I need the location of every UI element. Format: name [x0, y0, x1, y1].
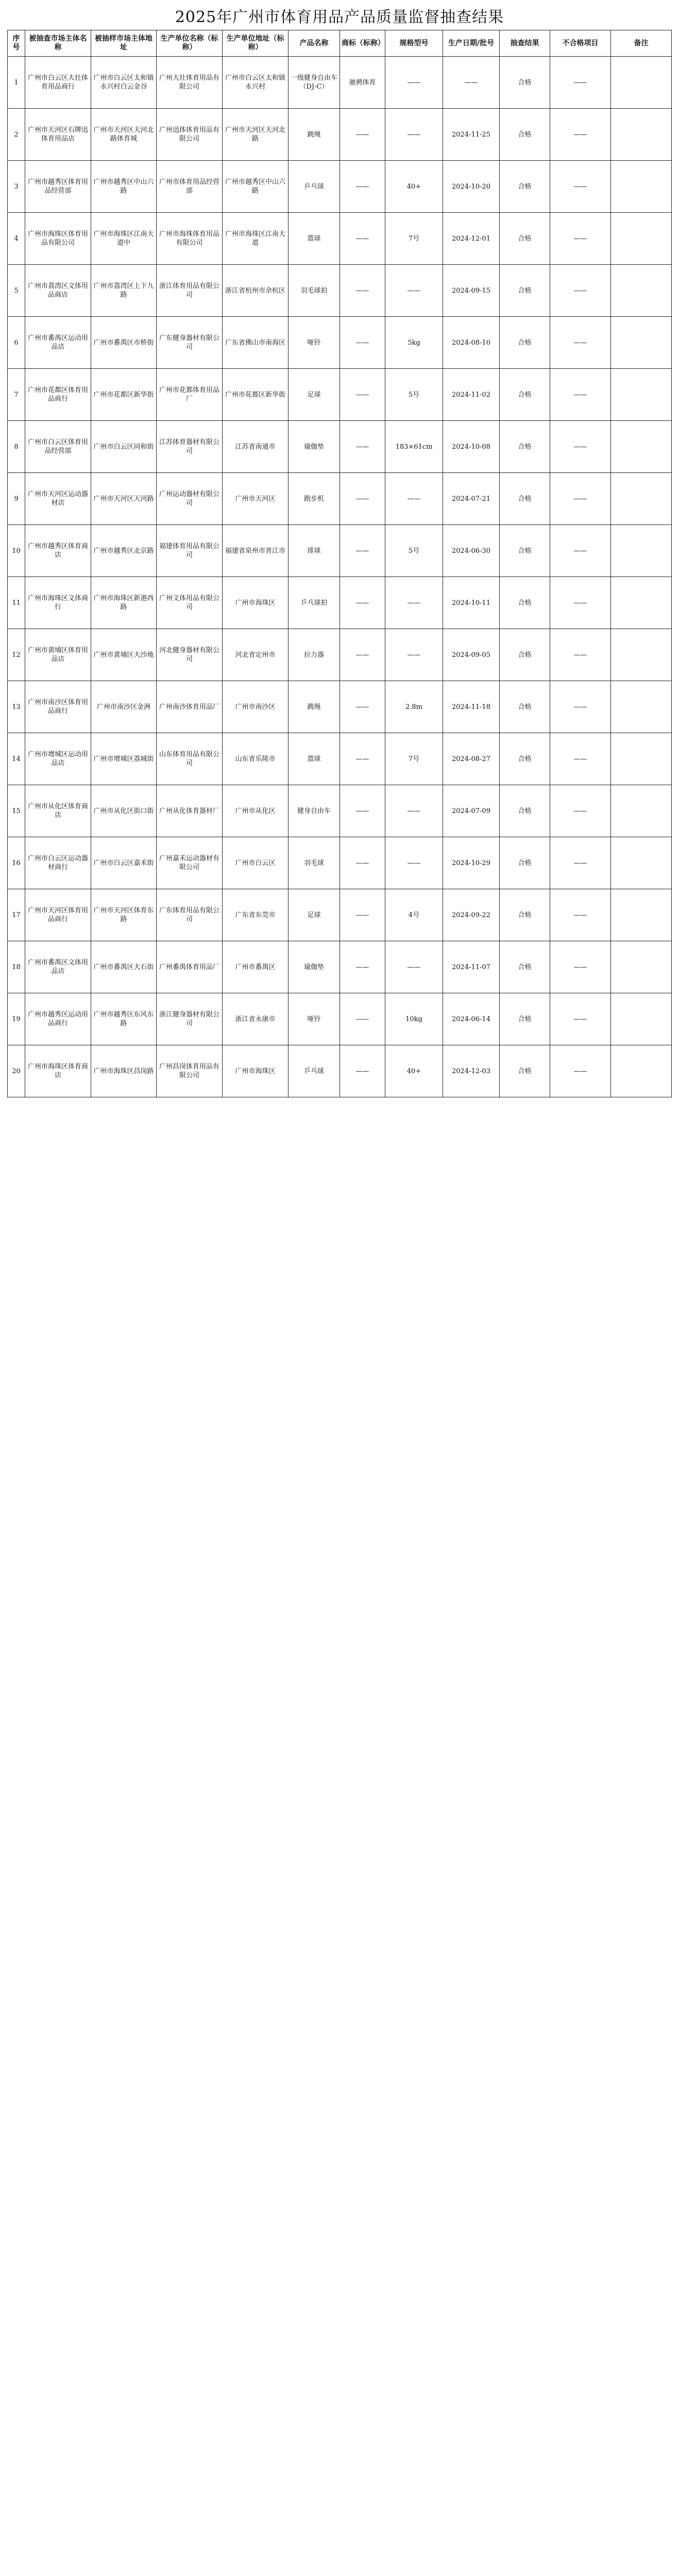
header-cell: 产品名称: [288, 30, 340, 57]
remark: [611, 577, 672, 629]
brand: ——: [340, 265, 385, 317]
row-number: 6: [8, 317, 25, 369]
product-name: 哑铃: [288, 993, 340, 1045]
check-result: 合格: [500, 993, 550, 1045]
check-result: 合格: [500, 369, 550, 421]
seller-name: 广州市海珠区文体商行: [25, 577, 91, 629]
row-number: 8: [8, 421, 25, 473]
seller-name: 广州市海珠区体育商店: [25, 1045, 91, 1097]
failed-items: ——: [550, 317, 611, 369]
remark: [611, 109, 672, 161]
production-date: 2024-12-03: [443, 1045, 500, 1097]
remark: [611, 265, 672, 317]
row-number: 20: [8, 1045, 25, 1097]
table-row: [8, 161, 672, 213]
check-result: 合格: [500, 317, 550, 369]
failed-items: ——: [550, 993, 611, 1045]
maker-name: 广州嘉禾运动器材有限公司: [157, 837, 223, 889]
seller-address: 广州市从化区街口街: [91, 785, 157, 837]
production-date: 2024-10-08: [443, 421, 500, 473]
production-date: 2024-09-05: [443, 629, 500, 681]
failed-items: ——: [550, 421, 611, 473]
seller-name: 广州市荔湾区文体用品商店: [25, 265, 91, 317]
brand: 驰骋体育: [340, 57, 385, 109]
table-body: [8, 57, 672, 1097]
maker-address: 广州市天河区: [223, 473, 288, 525]
header-cell: 被抽查市场主体名称: [25, 30, 91, 57]
maker-address: 山东省乐陵市: [223, 733, 288, 785]
table-row: [8, 317, 672, 369]
product-name: 乒乓球: [288, 1045, 340, 1097]
row-number: 2: [8, 109, 25, 161]
brand: ——: [340, 941, 385, 993]
production-date: ——: [443, 57, 500, 109]
maker-name: 广州市海珠体育用品有限公司: [157, 213, 223, 265]
table-row: [8, 785, 672, 837]
header-cell: 备注: [611, 30, 672, 57]
product-name: 足球: [288, 369, 340, 421]
header-cell: 生产日期/批号: [443, 30, 500, 57]
row-number: 7: [8, 369, 25, 421]
remark: [611, 941, 672, 993]
production-date: 2024-10-11: [443, 577, 500, 629]
maker-name: 福建体育用品有限公司: [157, 525, 223, 577]
product-name: 篮球: [288, 213, 340, 265]
check-result: 合格: [500, 161, 550, 213]
check-result: 合格: [500, 525, 550, 577]
row-number: 15: [8, 785, 25, 837]
maker-address: 广州市白云区太和镇永兴村: [223, 57, 288, 109]
remark: [611, 1045, 672, 1097]
production-date: 2024-09-15: [443, 265, 500, 317]
seller-address: 广州市南沙区金洲: [91, 681, 157, 733]
product-name: 拉力器: [288, 629, 340, 681]
seller-address: 广州市黄埔区大沙地: [91, 629, 157, 681]
remark: [611, 785, 672, 837]
spec: 7号: [385, 213, 443, 265]
table-row: [8, 369, 672, 421]
production-date: 2024-10-29: [443, 837, 500, 889]
failed-items: ——: [550, 733, 611, 785]
spec: ——: [385, 785, 443, 837]
page-title: 2025年广州市体育用品产品质量监督抽查结果: [175, 8, 504, 26]
maker-address: 广州市花都区新华街: [223, 369, 288, 421]
maker-address: 浙江省永康市: [223, 993, 288, 1045]
failed-items: ——: [550, 369, 611, 421]
table-row: [8, 473, 672, 525]
table-row: [8, 265, 672, 317]
seller-name: 广州市番禺区文体用品店: [25, 941, 91, 993]
table-row: [8, 213, 672, 265]
product-name: 瑜伽垫: [288, 421, 340, 473]
row-number: 1: [8, 57, 25, 109]
table-row: [8, 421, 672, 473]
failed-items: ——: [550, 941, 611, 993]
maker-name: 浙江体育用品有限公司: [157, 265, 223, 317]
failed-items: ——: [550, 265, 611, 317]
brand: ——: [340, 525, 385, 577]
row-number: 16: [8, 837, 25, 889]
failed-items: ——: [550, 161, 611, 213]
seller-name: 广州市越秀区体育用品经营部: [25, 161, 91, 213]
spec: 183×61cm: [385, 421, 443, 473]
brand: ——: [340, 577, 385, 629]
production-date: 2024-11-02: [443, 369, 500, 421]
seller-name: 广州市天河区运动器材店: [25, 473, 91, 525]
spec: 5kg: [385, 317, 443, 369]
maker-address: 河北省定州市: [223, 629, 288, 681]
row-number: 13: [8, 681, 25, 733]
check-result: 合格: [500, 421, 550, 473]
results-table: [7, 30, 672, 1097]
remark: [611, 161, 672, 213]
production-date: 2024-11-25: [443, 109, 500, 161]
seller-name: 广州市越秀区运动用品商行: [25, 993, 91, 1045]
header-cell: 商标（标称）: [340, 30, 385, 57]
seller-name: 广州市天河区石牌迅体育用品店: [25, 109, 91, 161]
maker-address: 广州市海珠区江南大道: [223, 213, 288, 265]
check-result: 合格: [500, 109, 550, 161]
row-number: 3: [8, 161, 25, 213]
product-name: 哑铃: [288, 317, 340, 369]
seller-address: 广州市天河区体育东路: [91, 889, 157, 941]
check-result: 合格: [500, 681, 550, 733]
spec: 7号: [385, 733, 443, 785]
maker-name: 广州大壮体育用品有限公司: [157, 57, 223, 109]
failed-items: ——: [550, 889, 611, 941]
header-cell: 被抽样市场主体地址: [91, 30, 157, 57]
failed-items: ——: [550, 57, 611, 109]
remark: [611, 421, 672, 473]
table-row: [8, 889, 672, 941]
brand: ——: [340, 109, 385, 161]
remark: [611, 213, 672, 265]
brand: ——: [340, 213, 385, 265]
brand: ——: [340, 317, 385, 369]
table-row: [8, 733, 672, 785]
table-row: [8, 577, 672, 629]
seller-address: 广州市白云区太和镇永兴村白云金谷: [91, 57, 157, 109]
seller-address: 广州市番禺区市桥街: [91, 317, 157, 369]
remark: [611, 629, 672, 681]
check-result: 合格: [500, 733, 550, 785]
production-date: 2024-06-30: [443, 525, 500, 577]
production-date: 2024-07-09: [443, 785, 500, 837]
maker-address: 广州市南沙区: [223, 681, 288, 733]
seller-address: 广州市天河区天河北路体育城: [91, 109, 157, 161]
seller-name: 广州市增城区运动用品店: [25, 733, 91, 785]
seller-address: 广州市越秀区东风东路: [91, 993, 157, 1045]
table-row: [8, 525, 672, 577]
product-name: 跳绳: [288, 681, 340, 733]
seller-name: 广州市从化区体育商店: [25, 785, 91, 837]
page: [7, 0, 672, 1104]
maker-name: 广州迅体体育用品有限公司: [157, 109, 223, 161]
production-date: 2024-08-27: [443, 733, 500, 785]
product-name: 足球: [288, 889, 340, 941]
spec: ——: [385, 109, 443, 161]
spec: 40+: [385, 161, 443, 213]
seller-address: 广州市海珠区昌岗路: [91, 1045, 157, 1097]
seller-address: 广州市越秀区北京路: [91, 525, 157, 577]
check-result: 合格: [500, 629, 550, 681]
row-number: 12: [8, 629, 25, 681]
product-name: 篮球: [288, 733, 340, 785]
seller-address: 广州市番禺区大石街: [91, 941, 157, 993]
production-date: 2024-11-18: [443, 681, 500, 733]
seller-name: 广州市黄埔区体育用品店: [25, 629, 91, 681]
header-cell: 不合格项目: [550, 30, 611, 57]
product-name: 健身自由车: [288, 785, 340, 837]
product-name: 一级健身自由车（DJ-C）: [288, 57, 340, 109]
brand: ——: [340, 629, 385, 681]
spec: 2.8m: [385, 681, 443, 733]
check-result: 合格: [500, 837, 550, 889]
seller-name: 广州市白云区体育用品经营部: [25, 421, 91, 473]
row-number: 4: [8, 213, 25, 265]
check-result: 合格: [500, 889, 550, 941]
check-result: 合格: [500, 473, 550, 525]
remark: [611, 837, 672, 889]
maker-name: 广州文体用品有限公司: [157, 577, 223, 629]
spec: 4号: [385, 889, 443, 941]
product-name: 瑜伽垫: [288, 941, 340, 993]
product-name: 乒乓球拍: [288, 577, 340, 629]
row-number: 17: [8, 889, 25, 941]
remark: [611, 473, 672, 525]
row-number: 18: [8, 941, 25, 993]
header-cell: 序号: [8, 30, 25, 57]
spec: ——: [385, 265, 443, 317]
row-number: 10: [8, 525, 25, 577]
production-date: 2024-08-10: [443, 317, 500, 369]
row-number: 11: [8, 577, 25, 629]
failed-items: ——: [550, 213, 611, 265]
remark: [611, 681, 672, 733]
maker-address: 广东省东莞市: [223, 889, 288, 941]
remark: [611, 889, 672, 941]
maker-name: 广州从化体育器材厂: [157, 785, 223, 837]
maker-address: 浙江省杭州市余杭区: [223, 265, 288, 317]
brand: ——: [340, 1045, 385, 1097]
seller-address: 广州市海珠区江南大道中: [91, 213, 157, 265]
maker-address: 广东省佛山市南海区: [223, 317, 288, 369]
maker-address: 广州市从化区: [223, 785, 288, 837]
maker-name: 广州市体育用品经营部: [157, 161, 223, 213]
maker-address: 广州市海珠区: [223, 577, 288, 629]
remark: [611, 733, 672, 785]
maker-name: 浙江健身器材有限公司: [157, 993, 223, 1045]
row-number: 5: [8, 265, 25, 317]
maker-name: 河北健身器材有限公司: [157, 629, 223, 681]
check-result: 合格: [500, 213, 550, 265]
brand: ——: [340, 733, 385, 785]
row-number: 19: [8, 993, 25, 1045]
maker-name: 广东健身器材有限公司: [157, 317, 223, 369]
failed-items: ——: [550, 837, 611, 889]
maker-name: 广州昌岗体育用品有限公司: [157, 1045, 223, 1097]
table-row: [8, 57, 672, 109]
seller-name: 广州市越秀区体育商店: [25, 525, 91, 577]
production-date: 2024-09-22: [443, 889, 500, 941]
spec: ——: [385, 941, 443, 993]
remark: [611, 317, 672, 369]
table-row: [8, 109, 672, 161]
seller-name: 广州市天河区体育用品商行: [25, 889, 91, 941]
maker-name: 广东体育用品有限公司: [157, 889, 223, 941]
header-cell: 生产单位地址（标称）: [223, 30, 288, 57]
maker-name: 江苏体育器材有限公司: [157, 421, 223, 473]
seller-address: 广州市白云区同和街: [91, 421, 157, 473]
header-cell: 规格型号: [385, 30, 443, 57]
spec: ——: [385, 57, 443, 109]
brand: ——: [340, 681, 385, 733]
product-name: 排球: [288, 525, 340, 577]
production-date: 2024-07-21: [443, 473, 500, 525]
brand: ——: [340, 889, 385, 941]
maker-address: 福建省泉州市晋江市: [223, 525, 288, 577]
seller-name: 广州市白云区大壮体育用品商行: [25, 57, 91, 109]
check-result: 合格: [500, 1045, 550, 1097]
remark: [611, 369, 672, 421]
brand: ——: [340, 369, 385, 421]
failed-items: ——: [550, 473, 611, 525]
maker-name: 广州番禺体育用品厂: [157, 941, 223, 993]
header-cell: 抽查结果: [500, 30, 550, 57]
maker-address: 广州市海珠区: [223, 1045, 288, 1097]
spec: ——: [385, 837, 443, 889]
production-date: 2024-12-01: [443, 213, 500, 265]
maker-name: 广州运动器材有限公司: [157, 473, 223, 525]
seller-name: 广州市南沙区体育用品商行: [25, 681, 91, 733]
check-result: 合格: [500, 785, 550, 837]
remark: [611, 525, 672, 577]
failed-items: ——: [550, 577, 611, 629]
table-row: [8, 837, 672, 889]
maker-address: 广州市天河区天河北路: [223, 109, 288, 161]
production-date: 2024-06-14: [443, 993, 500, 1045]
seller-address: 广州市荔湾区上下九路: [91, 265, 157, 317]
maker-address: 江苏省南通市: [223, 421, 288, 473]
spec: 5号: [385, 525, 443, 577]
failed-items: ——: [550, 1045, 611, 1097]
spec: ——: [385, 577, 443, 629]
check-result: 合格: [500, 941, 550, 993]
seller-address: 广州市增城区荔城街: [91, 733, 157, 785]
maker-name: 山东体育用品有限公司: [157, 733, 223, 785]
seller-name: 广州市白云区运动器材商行: [25, 837, 91, 889]
spec: 40+: [385, 1045, 443, 1097]
table-row: [8, 941, 672, 993]
maker-name: 广州市花都体育用品厂: [157, 369, 223, 421]
seller-name: 广州市花都区体育用品商行: [25, 369, 91, 421]
header-row: [8, 30, 672, 57]
production-date: 2024-10-20: [443, 161, 500, 213]
brand: ——: [340, 837, 385, 889]
seller-address: 广州市天河区天河路: [91, 473, 157, 525]
brand: ——: [340, 421, 385, 473]
brand: ——: [340, 473, 385, 525]
product-name: 跳绳: [288, 109, 340, 161]
spec: ——: [385, 473, 443, 525]
maker-address: 广州市白云区: [223, 837, 288, 889]
product-name: 跑步机: [288, 473, 340, 525]
table-row: [8, 993, 672, 1045]
check-result: 合格: [500, 577, 550, 629]
check-result: 合格: [500, 265, 550, 317]
maker-address: 广州市越秀区中山六路: [223, 161, 288, 213]
spec: 5号: [385, 369, 443, 421]
seller-address: 广州市花都区新华街: [91, 369, 157, 421]
table-row: [8, 1045, 672, 1097]
spec: ——: [385, 629, 443, 681]
failed-items: ——: [550, 629, 611, 681]
failed-items: ——: [550, 109, 611, 161]
production-date: 2024-11-07: [443, 941, 500, 993]
spec: 10kg: [385, 993, 443, 1045]
maker-address: 广州市番禺区: [223, 941, 288, 993]
remark: [611, 57, 672, 109]
failed-items: ——: [550, 785, 611, 837]
product-name: 羽毛球: [288, 837, 340, 889]
row-number: 9: [8, 473, 25, 525]
brand: ——: [340, 993, 385, 1045]
product-name: 乒乓球: [288, 161, 340, 213]
failed-items: ——: [550, 681, 611, 733]
seller-address: 广州市海珠区新港西路: [91, 577, 157, 629]
seller-name: 广州市番禺区运动用品店: [25, 317, 91, 369]
table-row: [8, 681, 672, 733]
header-cell: 生产单位名称（标称）: [157, 30, 223, 57]
row-number: 14: [8, 733, 25, 785]
brand: ——: [340, 161, 385, 213]
check-result: 合格: [500, 57, 550, 109]
seller-address: 广州市越秀区中山六路: [91, 161, 157, 213]
product-name: 羽毛球拍: [288, 265, 340, 317]
seller-name: 广州市海珠区体育用品有限公司: [25, 213, 91, 265]
brand: ——: [340, 785, 385, 837]
seller-address: 广州市白云区嘉禾街: [91, 837, 157, 889]
failed-items: ——: [550, 525, 611, 577]
table-row: [8, 629, 672, 681]
maker-name: 广州南沙体育用品厂: [157, 681, 223, 733]
remark: [611, 993, 672, 1045]
